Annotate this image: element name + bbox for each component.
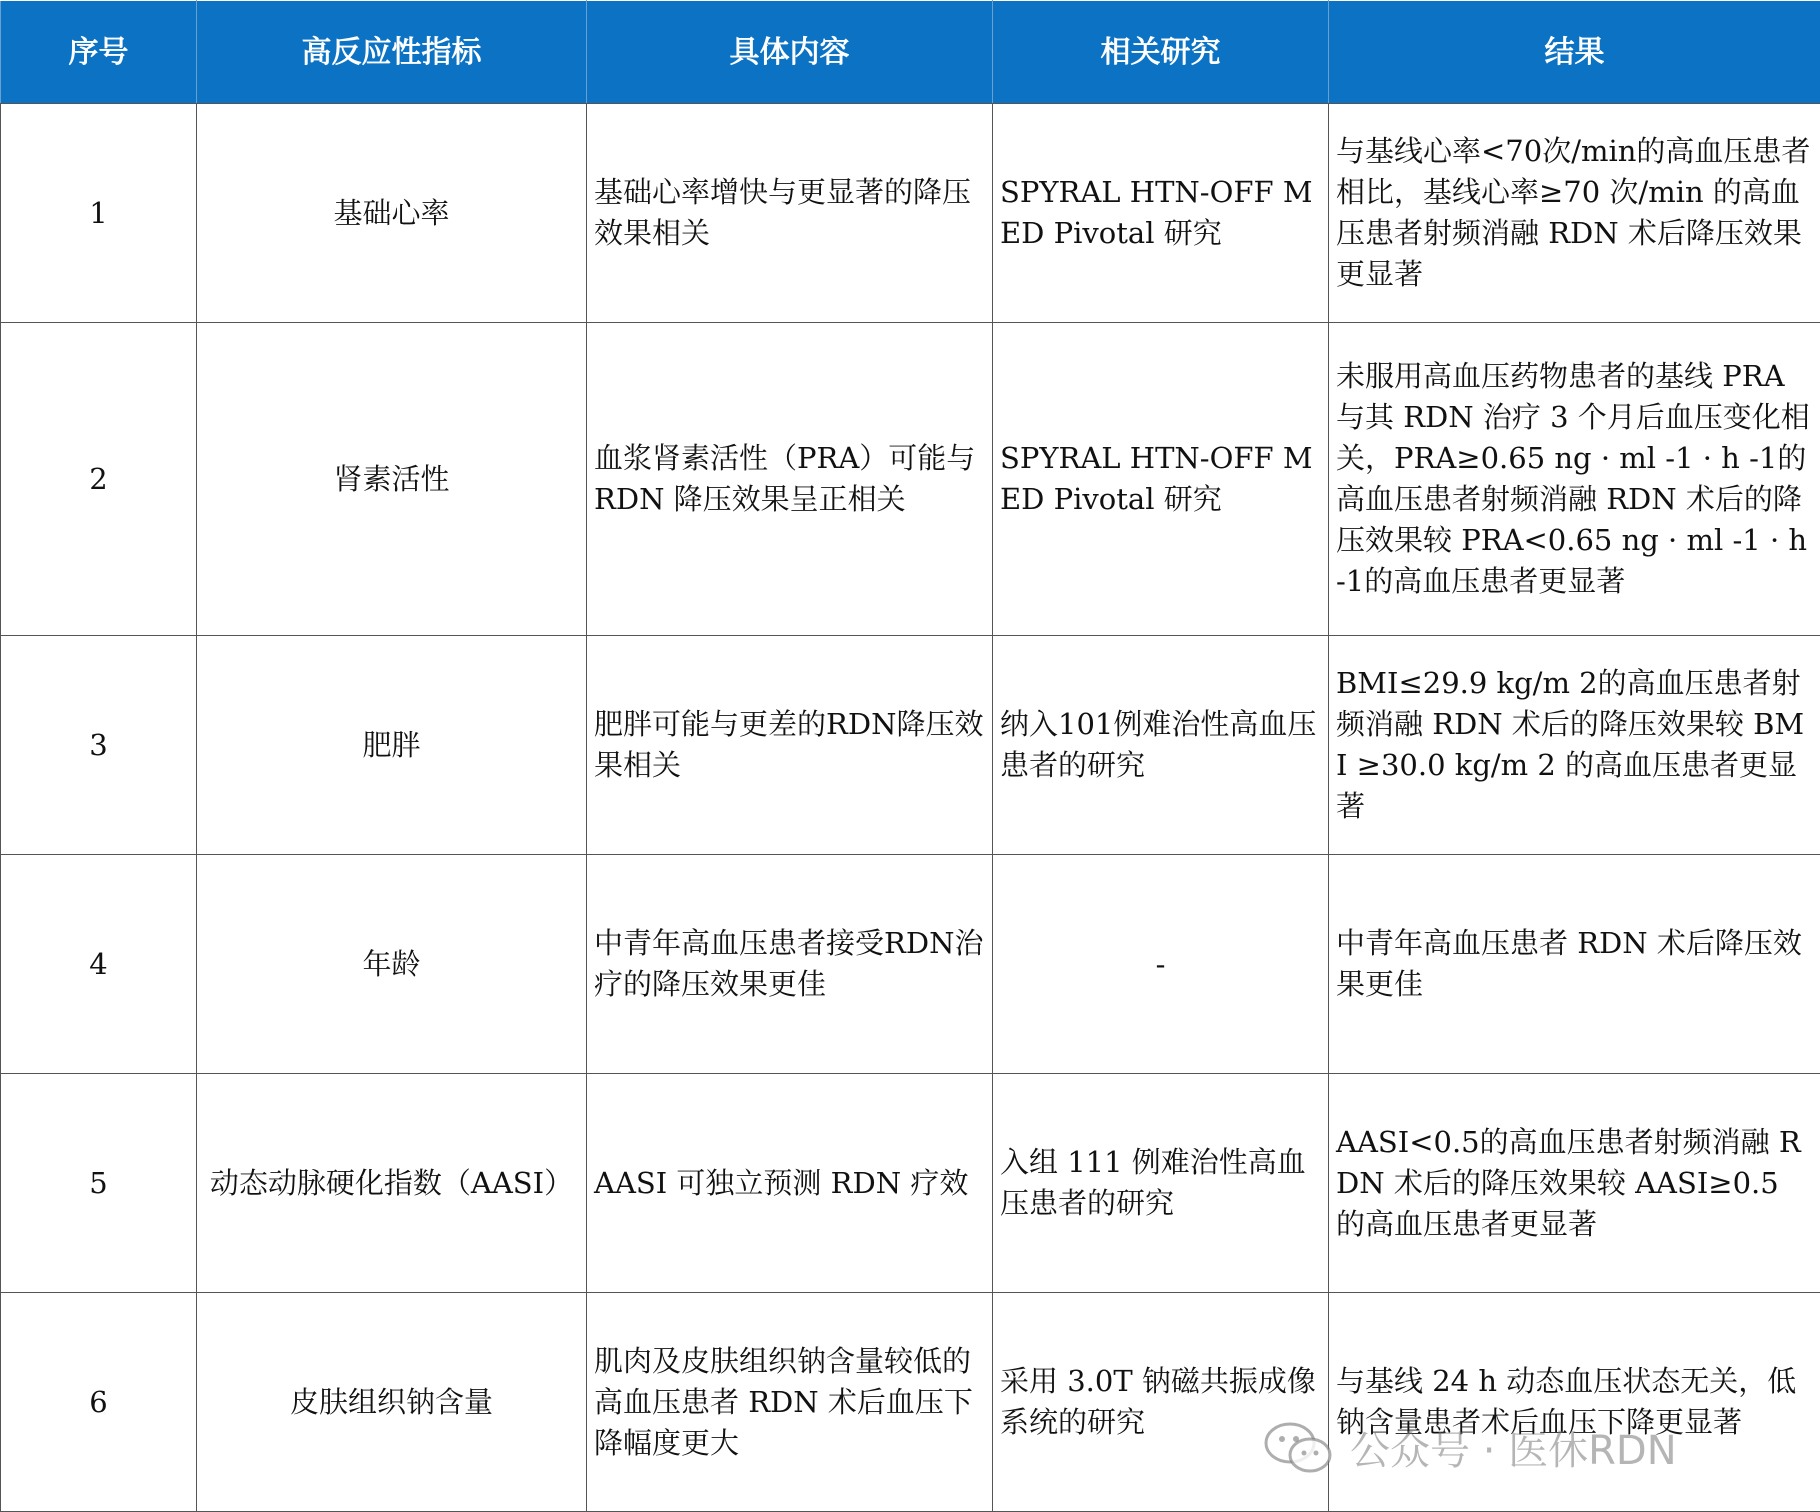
cell-study: - bbox=[993, 855, 1329, 1074]
cell-no: 4 bbox=[1, 855, 197, 1074]
cell-no: 5 bbox=[1, 1074, 197, 1293]
cell-content: 肌肉及皮肤组织钠含量较低的高血压患者 RDN 术后血压下降幅度更大 bbox=[587, 1293, 993, 1512]
header-result: 结果 bbox=[1329, 1, 1820, 104]
table-row bbox=[1, 636, 1820, 855]
cell-no: 3 bbox=[1, 636, 197, 855]
cell-no: 1 bbox=[1, 104, 197, 323]
cell-no: 6 bbox=[1, 1293, 197, 1512]
cell-study: 采用 3.0T 钠磁共振成像系统的研究 bbox=[993, 1293, 1329, 1512]
cell-indicator: 肥胖 bbox=[197, 636, 587, 855]
cell-content: 中青年高血压患者接受RDN治疗的降压效果更佳 bbox=[587, 855, 993, 1074]
table-header bbox=[1, 1, 1820, 104]
header-indicator: 高反应性指标 bbox=[197, 1, 587, 104]
cell-indicator: 年龄 bbox=[197, 855, 587, 1074]
header-no: 序号 bbox=[1, 1, 197, 104]
watermark-text: 公众号 · 医休RDN bbox=[1350, 1419, 1677, 1476]
header-row bbox=[1, 1, 1820, 104]
cell-study: 纳入101例难治性高血压患者的研究 bbox=[993, 636, 1329, 855]
table-body bbox=[1, 104, 1820, 1512]
cell-indicator: 基础心率 bbox=[197, 104, 587, 323]
cell-study: SPYRAL HTN-OFF MED Pivotal 研究 bbox=[993, 323, 1329, 636]
cell-content: 肥胖可能与更差的RDN降压效果相关 bbox=[587, 636, 993, 855]
table-row bbox=[1, 855, 1820, 1074]
cell-indicator: 皮肤组织钠含量 bbox=[197, 1293, 587, 1512]
cell-result: 与基线心率<70次/min的高血压患者相比，基线心率≥70 次/min 的高血压患者射频消融 RDN 术后降压效果更显著 bbox=[1329, 104, 1820, 323]
cell-indicator: 肾素活性 bbox=[197, 323, 587, 636]
cell-result: 中青年高血压患者 RDN 术后降压效果更佳 bbox=[1329, 855, 1820, 1074]
cell-study: SPYRAL HTN-OFF MED Pivotal 研究 bbox=[993, 104, 1329, 323]
cell-content: 血浆肾素活性（PRA）可能与RDN 降压效果呈正相关 bbox=[587, 323, 993, 636]
cell-result: 未服用高血压药物患者的基线 PRA 与其 RDN 治疗 3 个月后血压变化相关，PRA≥0.65 ng · ml -1 · h -1的高血压患者射频消融 RDN 术后的降压效果较 PRA<0.65 ng · ml -1 · h -1的高血压患者更显著 bbox=[1329, 323, 1820, 636]
cell-content: 基础心率增快与更显著的降压效果相关 bbox=[587, 104, 993, 323]
table-row bbox=[1, 104, 1820, 323]
cell-result: 与基线 24 h 动态血压状态无关，低钠含量患者术后血压下降更显著 bbox=[1329, 1293, 1820, 1512]
cell-indicator: 动态动脉硬化指数（AASI） bbox=[197, 1074, 587, 1293]
table-row bbox=[1, 1074, 1820, 1293]
cell-result: AASI<0.5的高血压患者射频消融 RDN 术后的降压效果较 AASI≥0.5 的高血压患者更显著 bbox=[1329, 1074, 1820, 1293]
header-study: 相关研究 bbox=[993, 1, 1329, 104]
cell-content: AASI 可独立预测 RDN 疗效 bbox=[587, 1074, 993, 1293]
table-row bbox=[1, 323, 1820, 636]
cell-no: 2 bbox=[1, 323, 197, 636]
header-content: 具体内容 bbox=[587, 1, 993, 104]
cell-result: BMI≤29.9 kg/m 2的高血压患者射频消融 RDN 术后的降压效果较 BMI ≥30.0 kg/m 2 的高血压患者更显著 bbox=[1329, 636, 1820, 855]
table-row bbox=[1, 1293, 1820, 1512]
cell-study: 入组 111 例难治性高血压患者的研究 bbox=[993, 1074, 1329, 1293]
